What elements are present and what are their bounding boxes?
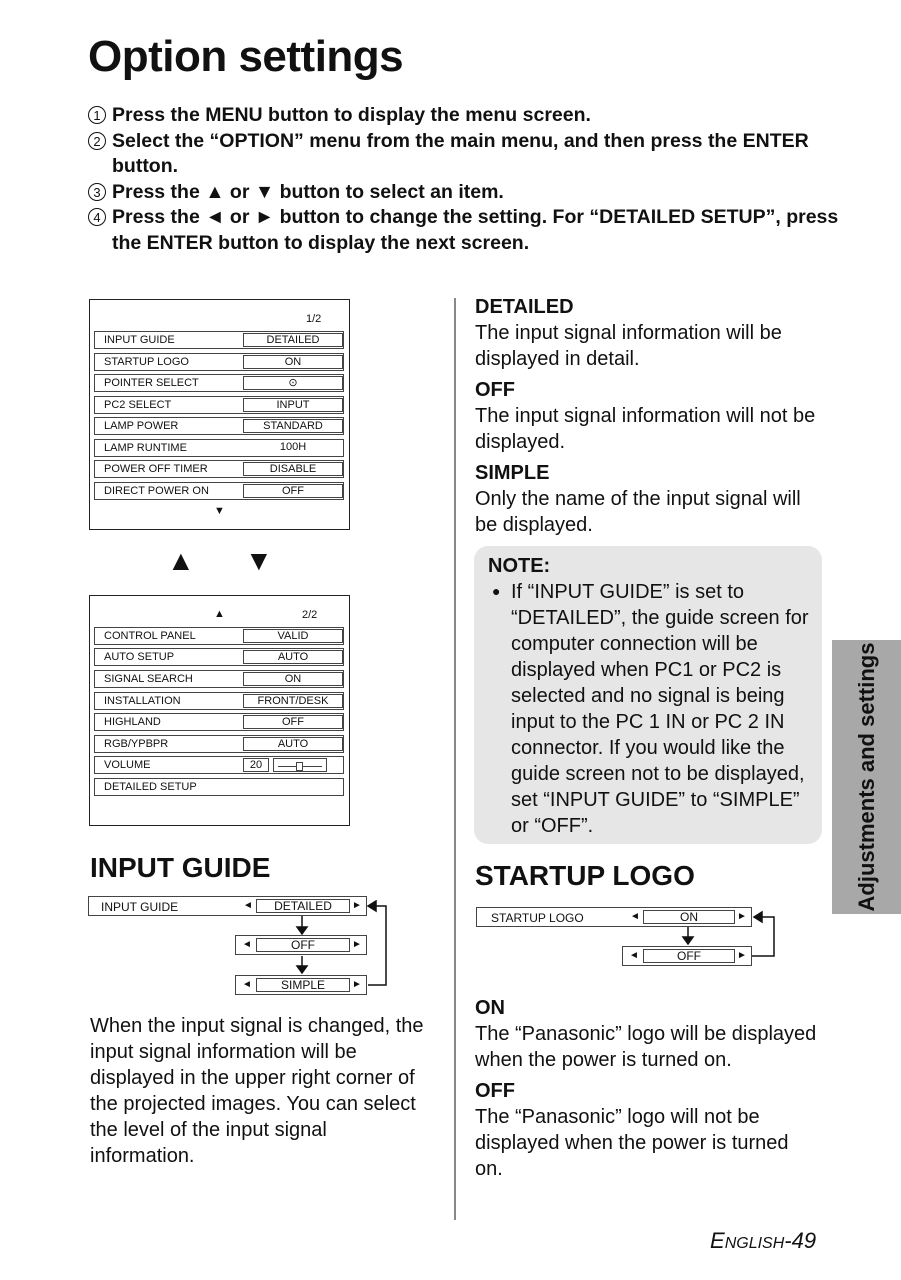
step-1 — [88, 103, 848, 129]
note-text: If “INPUT GUIDE” is set to “DETAILED”, the guide screen for computer connection will be displayed when PC1 or PC2 is selected and no signal is being input to the PC 1 IN or PC 2 IN connector. If you would like the guide screen not to be displayed, set “INPUT GUIDE” to “SIMPLE” or “OFF”. — [511, 581, 809, 837]
option-menu-page-2 — [89, 595, 350, 826]
left-arrow-icon: ◄ — [629, 950, 639, 961]
input-guide-heading: INPUT GUIDE — [90, 852, 271, 883]
menu-row-label: LAMP POWER — [104, 420, 179, 432]
menu-page-number: 2/2 — [302, 609, 318, 621]
page-number: -49 — [784, 1228, 817, 1253]
step-text: Select the “OPTION” menu from the main menu, and then press the ENTER button. — [112, 129, 809, 177]
step-2 — [88, 129, 848, 180]
off-text: The “Panasonic” logo will not be displayed when the power is turned on. — [475, 1106, 789, 1180]
menu-page-number: 1/2 — [306, 313, 322, 325]
section-side-tab — [832, 640, 901, 914]
step-4 — [88, 205, 848, 256]
right-arrow-icon: ► — [352, 939, 362, 950]
menu-row-startup-logo[interactable] — [94, 353, 344, 371]
menu-row-pointer-select[interactable] — [94, 374, 344, 392]
step-number: 2 — [88, 132, 106, 150]
flow-option-on: ON — [643, 910, 735, 924]
option-menu-page-1 — [89, 299, 350, 530]
menu-row-value: 100H — [279, 441, 307, 453]
startup-logo-flow-arrows — [660, 910, 790, 970]
on-heading: ON — [475, 997, 505, 1019]
left-arrow-icon: ◄ — [242, 939, 252, 950]
volume-value: 20 — [243, 758, 269, 772]
volume-slider[interactable] — [273, 758, 327, 772]
volume-slider-knob[interactable] — [296, 762, 303, 771]
pointer-icon: ⊙ — [243, 376, 343, 390]
step-3 — [88, 180, 848, 206]
flow-option-detailed: DETAILED — [256, 899, 350, 913]
footer-lang-initial: E — [710, 1228, 725, 1253]
menu-row-label: VOLUME — [104, 759, 151, 771]
menu-row-value: DISABLE — [243, 462, 343, 476]
menu-row-label: POINTER SELECT — [104, 377, 199, 389]
menu-row-label: SIGNAL SEARCH — [104, 673, 193, 685]
menu-row-value: FRONT/DESK — [243, 694, 343, 708]
left-arrow-icon: ◄ — [243, 900, 253, 911]
menu-row-input-guide[interactable] — [94, 331, 344, 349]
menu-row-value: VALID — [243, 629, 343, 643]
input-guide-options-text — [475, 294, 825, 538]
detailed-heading: DETAILED — [475, 296, 574, 318]
menu-row-label: DIRECT POWER ON — [104, 485, 209, 497]
menu-row-label: POWER OFF TIMER — [104, 463, 208, 475]
startup-logo-options-text — [475, 995, 820, 1182]
menu-row-installation[interactable] — [94, 692, 344, 710]
menu-row-value: ON — [243, 355, 343, 369]
footer-lang-rest: NGLISH — [724, 1235, 785, 1252]
menu-row-lamp-power[interactable] — [94, 417, 344, 435]
menu-row-label: DETAILED SETUP — [104, 781, 197, 793]
flow-option-simple: SIMPLE — [256, 978, 350, 992]
step-text: Press the ◄ or ► button to change the setting. For “DETAILED SETUP”, press the ENTER button to display the next screen. — [112, 206, 839, 254]
note-title: NOTE: — [488, 555, 551, 577]
simple-text: Only the name of the input signal will be displayed. — [475, 488, 801, 536]
flow-row-label: INPUT GUIDE — [101, 900, 179, 914]
menu-row-value: AUTO — [243, 650, 343, 664]
menu-row-label: INSTALLATION — [104, 695, 181, 707]
off-heading: OFF — [475, 1080, 515, 1102]
menu-row-highland[interactable] — [94, 713, 344, 731]
menu-row-control-panel[interactable] — [94, 627, 344, 645]
input-guide-flow-arrows — [280, 900, 400, 1000]
menu-row-label: INPUT GUIDE — [104, 334, 175, 346]
step-number: 3 — [88, 183, 106, 201]
step-number: 1 — [88, 106, 106, 124]
page-footer — [710, 1228, 816, 1254]
menu-row-value: OFF — [243, 484, 343, 498]
menu-row-value: STANDARD — [243, 419, 343, 433]
menu-row-pc2-select[interactable] — [94, 396, 344, 414]
menu-row-label: STARTUP LOGO — [104, 356, 189, 368]
menu-row-value: DETAILED — [243, 333, 343, 347]
scroll-down-icon: ▼ — [214, 505, 225, 517]
right-arrow-icon: ► — [737, 950, 747, 961]
left-arrow-icon: ◄ — [242, 979, 252, 990]
detailed-text: The input signal information will be displayed in detail. — [475, 322, 782, 370]
step-number: 4 — [88, 208, 106, 226]
column-divider — [454, 298, 456, 1220]
menu-row-volume[interactable] — [94, 756, 344, 774]
flow-option-off: OFF — [256, 938, 350, 952]
bullet-icon: ● — [492, 583, 501, 599]
side-tab-label: Adjustments and settings — [853, 642, 879, 912]
right-arrow-icon: ► — [352, 900, 362, 911]
menu-row-label: AUTO SETUP — [104, 651, 175, 663]
menu-row-lamp-runtime — [94, 439, 344, 457]
menu-row-value: OFF — [243, 715, 343, 729]
scroll-up-icon: ▲ — [214, 608, 225, 620]
menu-row-signal-search[interactable] — [94, 670, 344, 688]
menu-row-label: PC2 SELECT — [104, 399, 172, 411]
instruction-steps — [88, 103, 848, 256]
menu-row-auto-setup[interactable] — [94, 648, 344, 666]
step-text: Press the MENU button to display the menu screen. — [112, 104, 591, 126]
menu-row-label: RGB/YPBPR — [104, 738, 169, 750]
left-arrow-icon: ◄ — [630, 911, 640, 922]
menu-row-value: ON — [243, 672, 343, 686]
menu-row-value: AUTO — [243, 737, 343, 751]
right-arrow-icon: ► — [352, 979, 362, 990]
menu-row-value: INPUT — [243, 398, 343, 412]
menu-row-label: HIGHLAND — [104, 716, 161, 728]
input-guide-description: When the input signal is changed, the input signal information will be displayed in the upper right corner of the projected images. You can select the level of the input signal information. — [90, 1015, 424, 1167]
note-box — [474, 546, 822, 844]
menu-row-label: LAMP RUNTIME — [104, 442, 187, 454]
down-arrow-icon: ▼ — [245, 545, 273, 576]
menu-row-power-off-timer[interactable] — [94, 460, 344, 478]
page-title: Option settings — [88, 32, 404, 81]
flow-option-off: OFF — [643, 949, 735, 963]
step-text: Press the ▲ or ▼ button to select an item. — [112, 180, 504, 203]
menu-row-rgb-ypbpr[interactable] — [94, 735, 344, 753]
on-text: The “Panasonic” logo will be displayed when the power is turned on. — [475, 1023, 817, 1071]
off-heading: OFF — [475, 379, 515, 401]
menu-row-detailed-setup[interactable] — [94, 778, 344, 796]
up-arrow-icon: ▲ — [167, 545, 195, 576]
menu-row-direct-power-on[interactable] — [94, 482, 344, 500]
right-arrow-icon: ► — [737, 911, 747, 922]
simple-heading: SIMPLE — [475, 462, 550, 484]
menu-row-label: CONTROL PANEL — [104, 630, 196, 642]
startup-logo-heading: STARTUP LOGO — [475, 860, 695, 891]
off-text: The input signal information will not be displayed. — [475, 405, 816, 453]
flow-row-label: STARTUP LOGO — [491, 911, 584, 925]
